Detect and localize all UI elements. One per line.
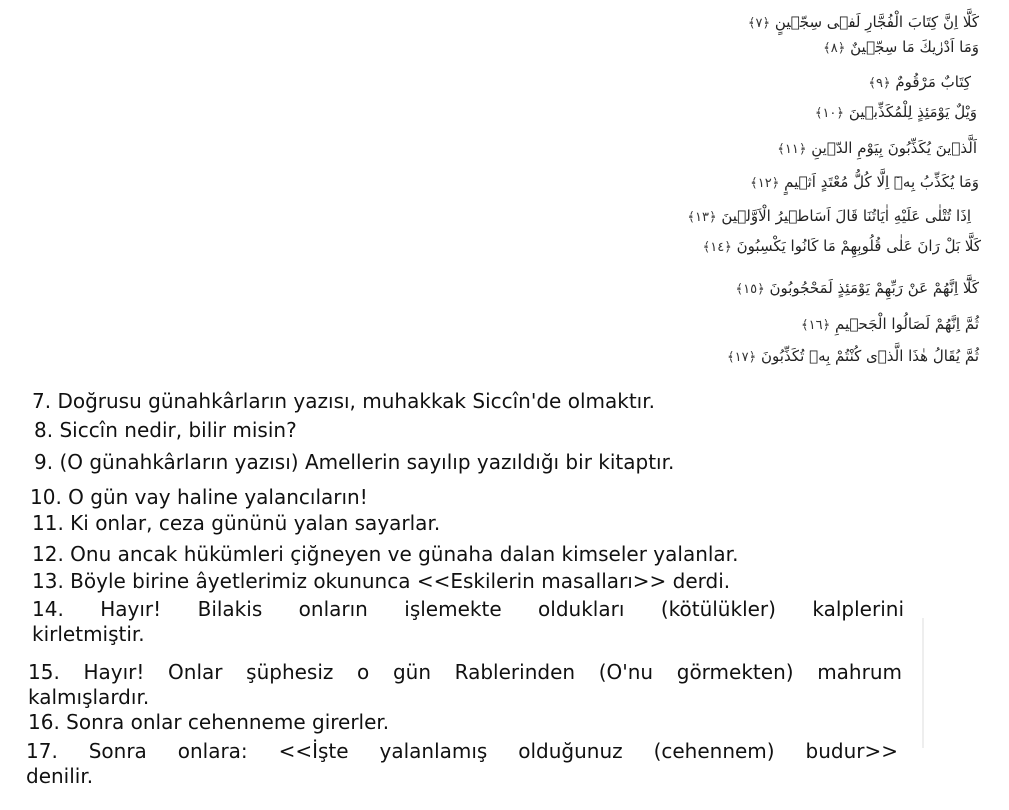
arabic-verse-13	[687, 206, 971, 228]
arabic-verse-7	[748, 12, 979, 34]
arabic-verse-11	[777, 138, 977, 160]
translation-line-continued: kirletmiştir.	[32, 622, 145, 646]
arabic-verse-text: اِذَا تُتْلٰى عَلَيْهِ اٰيَاتُنَا قَالَ اَسَاطٖيرُ الْاَوَّلٖينَ	[721, 207, 971, 225]
verse-number-mark: ﴿١٠﴾	[814, 106, 845, 121]
translation-line: 14. Hayır! Bilakis onların işlemekte oldukları (kötülükler) kalplerini	[32, 597, 904, 621]
arabic-verse-17	[727, 346, 979, 368]
translation-verse-13: 13. Böyle birine âyetlerimiz okununca <<Eskilerin masalları>> derdi.	[32, 569, 731, 593]
translation-verse-17	[26, 739, 898, 789]
translation-verse-9: 9. (O günahkârların yazısı) Amellerin sayılıp yazıldığı bir kitaptır.	[34, 450, 675, 474]
translation-verse-14	[32, 597, 904, 647]
translation-line-continued: denilir.	[26, 764, 94, 788]
verse-number-mark: ﴿١٣﴾	[687, 210, 717, 225]
scan-edge-mark	[922, 618, 924, 748]
arabic-verse-10	[815, 102, 977, 124]
translation-verse-16: 16. Sonra onlar cehenneme girerler.	[28, 710, 390, 734]
translation-verse-12: 12. Onu ancak hükümleri çiğneyen ve günaha dalan kimseler yalanlar.	[32, 542, 739, 566]
arabic-verse-9	[868, 72, 971, 94]
arabic-verse-text: ثُمَّ يُقَالُ هٰذَا الَّذٖى كُنْتُمْ بِهٖ تُكَذِّبُونَ	[761, 347, 979, 365]
arabic-verse-14	[703, 236, 981, 258]
arabic-verse-text: كَلَّا بَلْ رَانَ عَلٰى قُلُوبِهِمْ مَا كَانُوا يَكْسِبُونَ	[736, 237, 981, 255]
verse-number-mark: ﴿١٧﴾	[727, 350, 757, 365]
verse-number-mark: ﴿١٤﴾	[702, 240, 732, 255]
arabic-verse-text: كِتَابٌ مَرْقُومٌ	[895, 73, 971, 91]
verse-number-mark: ﴿٨﴾	[823, 41, 846, 56]
translation-line: 15. Hayır! Onlar şüphesiz o gün Rablerinden (O'nu görmekten) mahrum	[28, 660, 902, 684]
arabic-verse-text: وَيْلٌ يَوْمَئِذٍ لِلْمُكَذِّبٖينَ	[848, 103, 977, 121]
arabic-verse-text: كَلَّٓا اِنَّهُمْ عَنْ رَبِّهِمْ يَوْمَئِذٍ لَمَحْجُوبُونَ	[769, 279, 979, 297]
verse-number-mark: ﴿٩﴾	[868, 76, 891, 91]
arabic-verse-12	[750, 172, 979, 194]
arabic-verse-text: اَلَّذٖينَ يُكَذِّبُونَ بِيَوْمِ الدّٖينِ	[811, 139, 977, 157]
translation-verse-10: 10. O gün vay haline yalancıların!	[30, 485, 368, 509]
verse-number-mark: ﴿١٢﴾	[750, 176, 780, 191]
translation-verse-15	[28, 660, 902, 710]
translation-line: 17. Sonra onlara: <<İşte yalanlamış olduğunuz (cehennem) budur>>	[26, 739, 898, 763]
translation-line-continued: kalmışlardır.	[28, 685, 150, 709]
arabic-verse-8	[823, 37, 979, 59]
arabic-verse-16	[801, 314, 979, 336]
arabic-verse-text: وَمَا يُكَذِّبُ بِهٖٓ اِلَّا كُلُّ مُعْتَدٍ اَثٖيمٍ	[784, 173, 979, 191]
verse-number-mark: ﴿١٦﴾	[801, 318, 831, 333]
verse-number-mark: ﴿١٥﴾	[735, 282, 765, 297]
arabic-verse-text: ثُمَّ اِنَّهُمْ لَصَالُوا الْجَحٖيمِ	[835, 315, 979, 333]
arabic-verse-15	[735, 278, 979, 300]
arabic-verse-text: كَلَّا اِنَّ كِتَابَ الْفُجَّارِ لَفٖى سِجّٖينٍ	[774, 13, 979, 31]
verse-number-mark: ﴿١١﴾	[777, 142, 807, 157]
translation-verse-8: 8. Siccîn nedir, bilir misin?	[34, 418, 297, 442]
translation-verse-11: 11. Ki onlar, ceza gününü yalan sayarlar.	[32, 511, 441, 535]
translation-verse-7: 7. Doğrusu günahkârların yazısı, muhakkak Siccîn'de olmaktır.	[32, 389, 655, 413]
arabic-verse-text: وَمَا اَدْرٰيكَ مَا سِجّٖينٌ	[850, 38, 979, 56]
verse-number-mark: ﴿٧﴾	[747, 16, 771, 31]
